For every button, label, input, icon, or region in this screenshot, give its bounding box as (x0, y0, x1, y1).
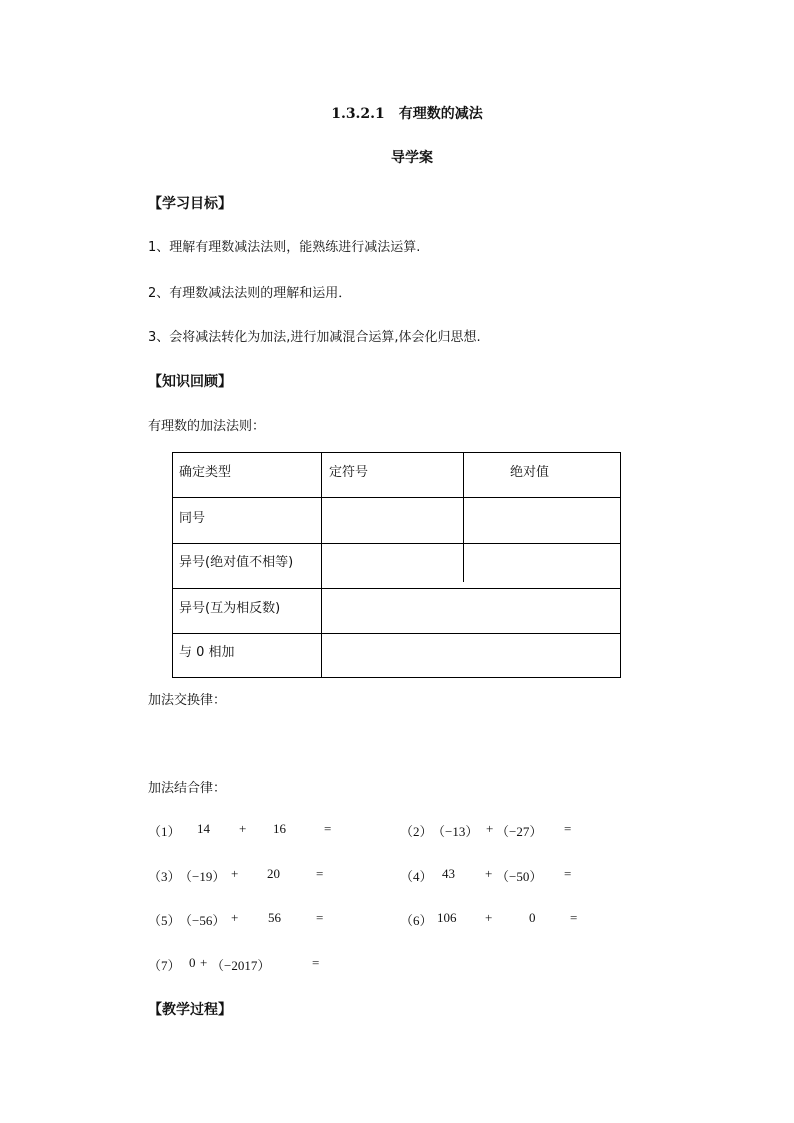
objective-item: 3、会将减法转化为加法,进行加减混合运算,体会化归思想. (148, 330, 481, 345)
process-heading: 【教学过程】 (148, 1002, 232, 1018)
exercise-operator: + (485, 910, 493, 925)
exercise-operand: 56 (268, 910, 281, 925)
exercise-equals: = (316, 910, 324, 925)
review-heading: 【知识回顾】 (148, 374, 232, 390)
exercise-number: （7） (148, 958, 181, 973)
exercise-operand: 20 (267, 866, 280, 881)
page-subtitle: 导学案 (391, 150, 433, 166)
table-row-label: 同号 (179, 511, 206, 526)
exercise-operator: + (239, 821, 247, 836)
exercise-operand: （−56） (179, 913, 226, 928)
page-title: 1.3.2.1 有理数的减法 (331, 106, 483, 122)
exercise-operator: + (231, 866, 239, 881)
exercise-number: （2） (400, 824, 433, 839)
exercise-equals: = (570, 910, 578, 925)
exercise-operand: 16 (273, 821, 286, 836)
table-row-label: 异号(绝对值不相等) (179, 555, 294, 570)
exercise-operand: （−13） (432, 824, 479, 839)
exercise-operand: 0 (189, 955, 196, 970)
objectives-heading: 【学习目标】 (148, 196, 232, 212)
exercise-equals: = (312, 955, 320, 970)
exercise-equals: = (564, 821, 572, 836)
exercise-operand: （−27） (496, 824, 543, 839)
exercise-operand: 14 (197, 821, 210, 836)
exercise-operand: 0 (529, 910, 536, 925)
table-row-label: 与 0 相加 (179, 645, 235, 660)
addition-rule-intro: 有理数的加法法则： (148, 419, 266, 434)
exercise-operand: （−19） (179, 869, 226, 884)
table-row-label: 异号(互为相反数) (179, 601, 281, 616)
objective-item: 1、理解有理数减法法则，能熟练进行减法运算. (148, 240, 421, 255)
associative-law-label: 加法结合律： (148, 781, 227, 796)
exercise-operator: + (485, 866, 493, 881)
table-header: 定符号 (329, 465, 369, 480)
exercise-equals: = (564, 866, 572, 881)
exercise-equals: = (316, 866, 324, 881)
exercise-operator: + (486, 821, 494, 836)
commutative-law-label: 加法交换律： (148, 693, 227, 708)
exercise-number: （6） (400, 913, 433, 928)
exercise-operator: + (231, 910, 239, 925)
objective-item: 2、有理数减法法则的理解和运用． (148, 286, 352, 301)
exercise-operand: （−50） (496, 869, 543, 884)
exercise-operand: 106 (437, 910, 457, 925)
table-header: 确定类型 (179, 465, 232, 480)
exercise-operator: + (200, 955, 208, 970)
exercise-operand: （−2017） (211, 958, 271, 973)
exercise-equals: = (324, 821, 332, 836)
exercise-number: （1） (148, 824, 181, 839)
exercise-number: （5） (148, 913, 181, 928)
exercise-number: （4） (400, 869, 433, 884)
exercise-number: （3） (148, 869, 181, 884)
exercise-operand: 43 (442, 866, 455, 881)
table-header: 绝对值 (510, 465, 550, 480)
